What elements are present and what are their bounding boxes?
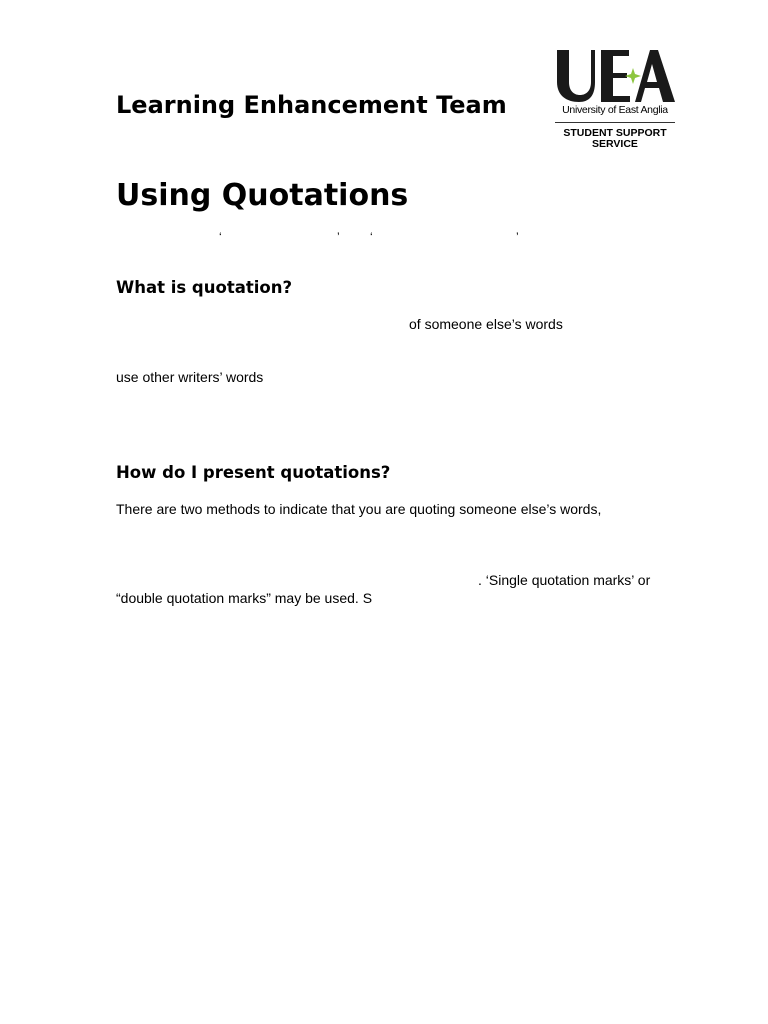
uea-logo (553, 46, 677, 154)
body-fragment: of someone else’s words (409, 316, 563, 332)
body-fragment: . ‘Single quotation marks’ or (478, 572, 651, 588)
intro-quote-mark: ’ (337, 230, 340, 244)
body-fragment: use other writers’ words (116, 369, 264, 385)
logo-service-name: STUDENT SUPPORT SERVICE (563, 127, 667, 150)
logo-divider (555, 122, 675, 123)
team-title: Learning Enhancement Team (116, 91, 507, 119)
intro-quote-mark: ‘ (370, 230, 373, 244)
section-heading-what-is-quotation: What is quotation? (116, 278, 293, 297)
body-fragment: “double quotation marks” may be used. S (116, 590, 373, 606)
intro-quote-mark: ’ (516, 230, 519, 244)
uea-wordmark-graphic (553, 46, 677, 104)
section-heading-how-present: How do I present quotations? (116, 463, 391, 482)
page-title: Using Quotations (116, 178, 409, 213)
logo-university-name: University of East Anglia (562, 104, 668, 116)
body-fragment: There are two methods to indicate that you are quoting someone else’s words, (116, 501, 602, 517)
intro-quote-mark: ‘ (219, 230, 222, 244)
